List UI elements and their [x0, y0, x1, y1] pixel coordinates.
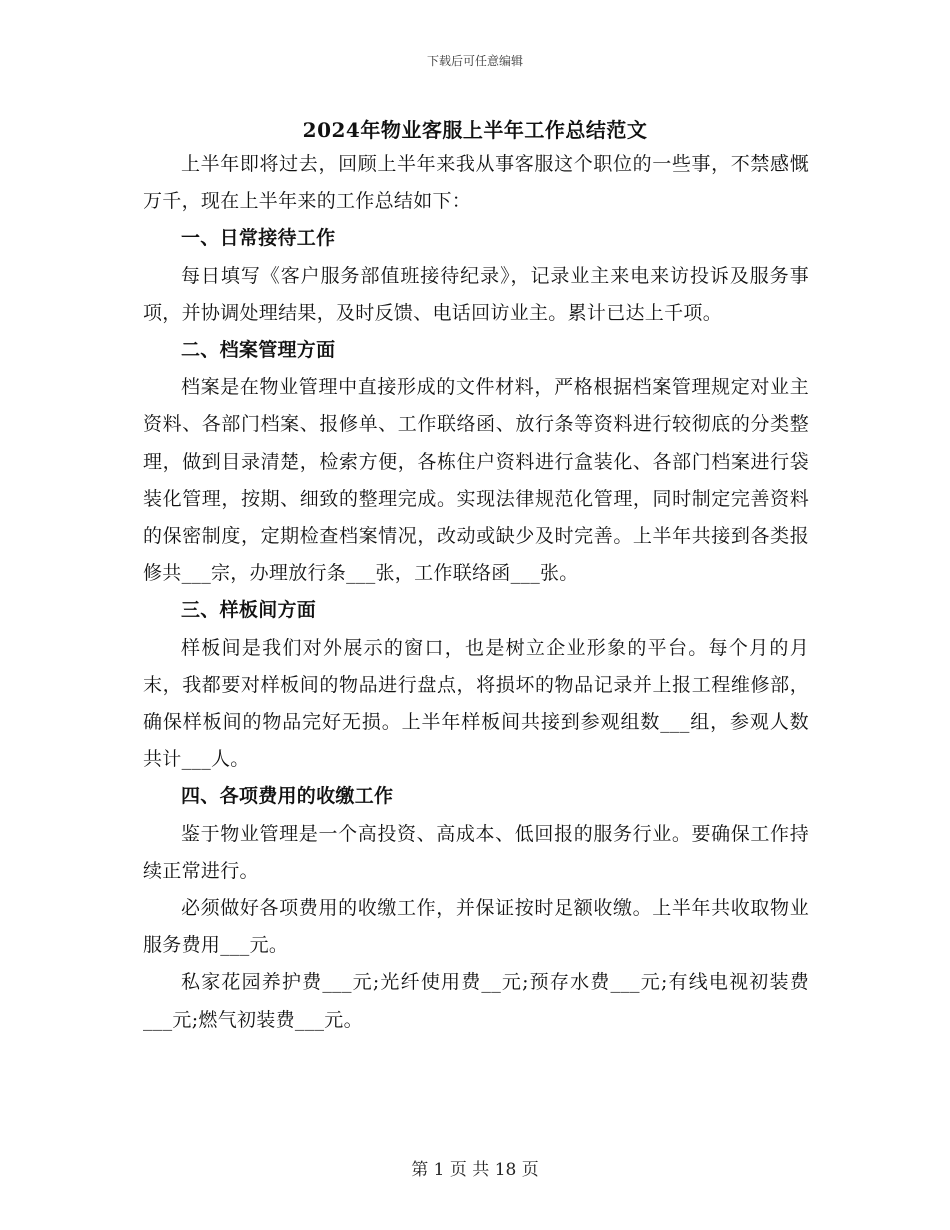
page-number-footer: 第 1 页 共 18 页	[411, 1160, 539, 1180]
document-body	[143, 146, 809, 1039]
section-paragraph-3: 样板间是我们对外展示的窗口，也是树立企业形象的平台。每个月的月末，我都要对样板间的物品进行盘点，将损坏的物品记录并上报工程维修部，确保样板间的物品完好无损。上半年样板间共接到参观组数___组，参观人数共计___人。	[143, 636, 809, 771]
section-paragraph-2: 档案是在物业管理中直接形成的文件材料，严格根据档案管理规定对业主资料、各部门档案、报修单、工作联络函、放行条等资料进行较彻底的分类整理，做到目录清楚，检索方便，各栋住户资料进行盒装化、各部门档案进行袋装化管理，按期、细致的整理完成。实现法律规范化管理，同时制定完善资料的保密制度，定期检查档案情况，改动或缺少及时完善。上半年共接到各类报修共___宗，办理放行条___张，工作联络函___张。	[143, 376, 809, 585]
section-paragraph-1: 每日填写《客户服务部值班接待纪录》，记录业主来电来访投诉及服务事项，并协调处理结果，及时反馈、电话回访业主。累计已达上千项。	[143, 264, 809, 324]
section-heading-2: 二、档案管理方面	[181, 339, 336, 362]
document-title: 2024年物业客服上半年工作总结范文	[302, 118, 648, 142]
section-heading-1: 一、日常接待工作	[181, 227, 336, 250]
section-paragraph-4a: 鉴于物业管理是一个高投资、高成本、低回报的服务行业。要确保工作持续正常进行。	[143, 822, 809, 882]
header-note: 下载后可任意编辑	[426, 54, 523, 68]
section-heading-3: 三、样板间方面	[181, 599, 317, 622]
section-heading-4: 四、各项费用的收缴工作	[181, 785, 394, 808]
intro-paragraph: 上半年即将过去，回顾上半年来我从事客服这个职位的一些事，不禁感慨万千，现在上半年来的工作总结如下：	[143, 153, 809, 213]
section-paragraph-4c: 私家花园养护费___元;光纤使用费__元;预存水费___元;有线电视初装费___元;燃气初装费___元。	[143, 971, 809, 1031]
section-paragraph-4b: 必须做好各项费用的收缴工作，并保证按时足额收缴。上半年共收取物业服务费用___元。	[143, 897, 809, 957]
